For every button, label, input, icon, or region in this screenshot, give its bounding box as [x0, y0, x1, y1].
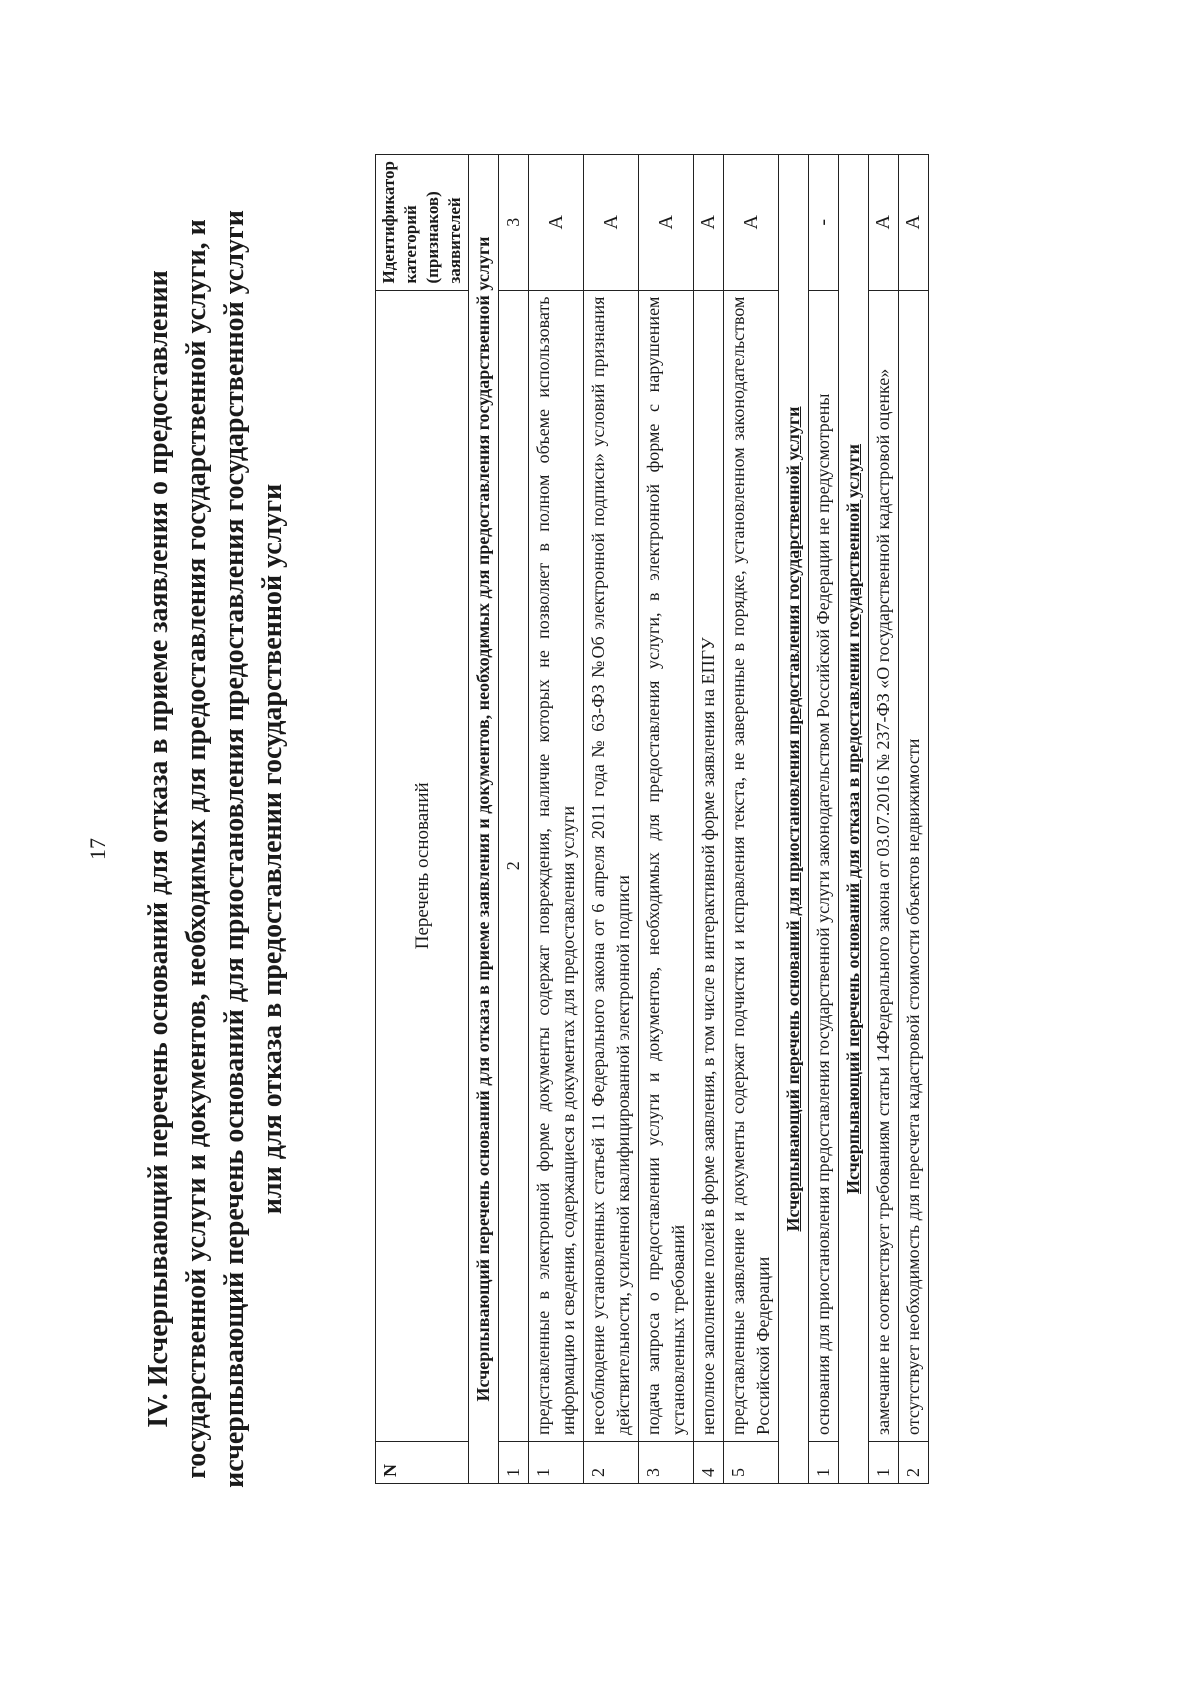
header-applicant-id: Идентификатор категорий (признаков) заявителей [376, 155, 469, 291]
table-row [694, 155, 724, 1484]
row-applicant-id: А [899, 155, 929, 291]
row-text: неполное заполнение полей в форме заявления, в том числе в интерактивной форме заявления на ЕПГУ [694, 290, 724, 1441]
row-applicant-id: А [694, 155, 724, 291]
section-row [779, 155, 809, 1484]
table-row [584, 155, 639, 1484]
section-title-text: Исчерпывающий перечень оснований для приостановления предоставления государственной услуги [783, 406, 803, 1232]
grounds-table [375, 154, 929, 1484]
section-title [839, 155, 869, 1484]
row-text: несоблюдение установленных статьей 11 Федерального закона от 6 апреля 2011 года № 63-ФЗ №Об электронной подписи» условий признания действительности, усиленной квалифицированной электронной подписи [584, 290, 639, 1441]
row-applicant-id: А [529, 155, 584, 291]
column-index-row [499, 155, 529, 1484]
header-n: N [376, 1442, 469, 1484]
row-text: представленные в электронной форме документы содержат повреждения, наличие которых не позволяет в полном объеме использовать информацию и сведения, содержащиеся в документах для предоставления услуги [529, 290, 584, 1441]
section-row [839, 155, 869, 1484]
table-row [529, 155, 584, 1484]
row-number: 4 [694, 1442, 724, 1484]
row-text: подача запроса о предоставлении услуги и документов, необходимых для предоставления услуги, в электронной форме с нарушением установленных требований [639, 290, 694, 1441]
column-index: 2 [499, 290, 529, 1441]
table-header-row [376, 155, 469, 1484]
row-number: 5 [724, 1442, 779, 1484]
section-title-text: Исчерпывающий перечень оснований для отказа в предоставлении государственной услуги [843, 443, 863, 1195]
row-text: представленные заявление и документы содержат подчистки и исправления текста, не заверенные в порядке, установленном законодательством Российской Федерации [724, 290, 779, 1441]
table-row [809, 155, 839, 1484]
page-number: 17 [85, 838, 110, 860]
column-index: 3 [499, 155, 529, 291]
row-applicant-id: А [724, 155, 779, 291]
row-text: замечание не соответствует требованиям статьи 14Федерального закона от 03.07.2016 № 237-ФЗ «О государственной кадастровой оценке» [869, 290, 899, 1441]
row-applicant-id: А [869, 155, 899, 291]
row-number: 1 [869, 1442, 899, 1484]
table-row [724, 155, 779, 1484]
row-number: 2 [899, 1442, 929, 1484]
row-applicant-id: - [809, 155, 839, 291]
section-title [779, 155, 809, 1484]
row-number: 2 [584, 1442, 639, 1484]
row-applicant-id: А [639, 155, 694, 291]
section-row [469, 155, 499, 1484]
table-row [899, 155, 929, 1484]
row-number: 3 [639, 1442, 694, 1484]
row-text: отсутствует необходимость для пересчета кадастровой стоимости объектов недвижимости [899, 290, 929, 1441]
rotated-page [45, 64, 1155, 1634]
column-index: 1 [499, 1442, 529, 1484]
table-row [639, 155, 694, 1484]
row-applicant-id: А [584, 155, 639, 291]
section-heading: IV. Исчерпывающий перечень оснований для отказа в приеме заявления о предоставлении государственной услуги и документов, необходимых для предоставления государственной услуги, и исчерпывающий перечень оснований для приостановления предоставления государственной услуги или для отказа в предоставлении государственной услуги [143, 210, 288, 1488]
section-title: Исчерпывающий перечень оснований для отказа в приеме заявления и документов, необходимых для предоставления государственной услуги [469, 155, 499, 1484]
header-basis: Перечень оснований [376, 290, 469, 1441]
table-row [869, 155, 899, 1484]
row-number: 1 [529, 1442, 584, 1484]
row-text: основания для приостановления предоставления государственной услуги законодательством Российской Федерации не предусмотрены [809, 290, 839, 1441]
row-number: 1 [809, 1442, 839, 1484]
